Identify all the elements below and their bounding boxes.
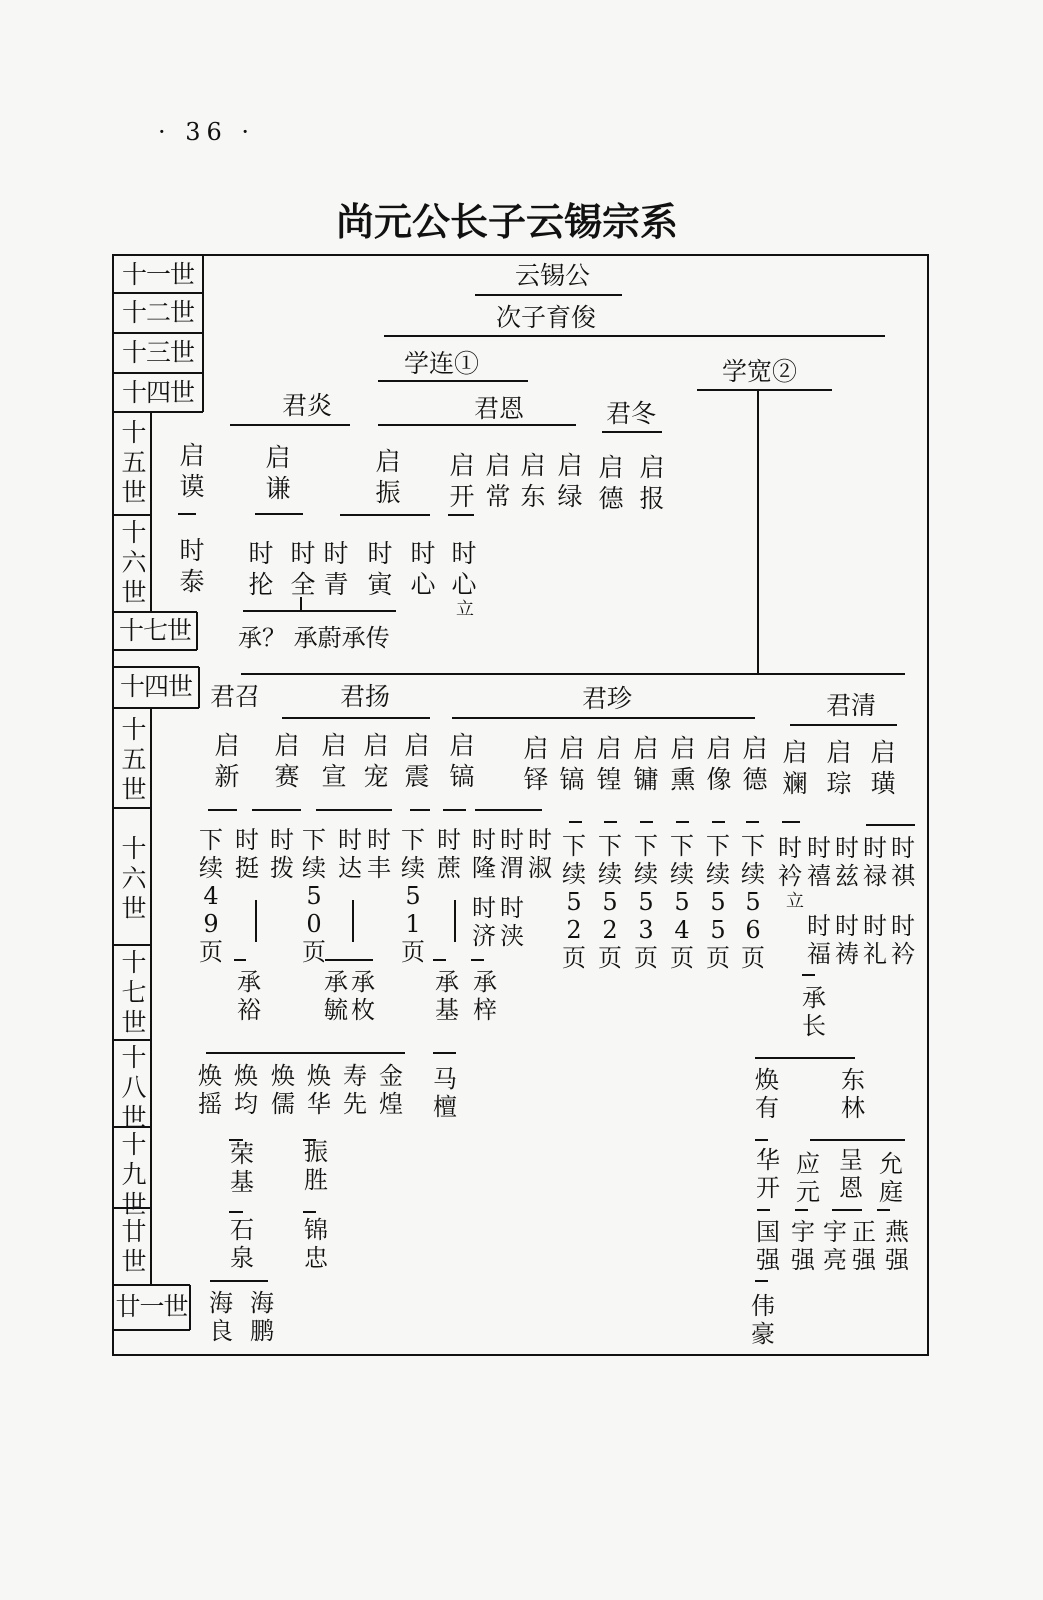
person-shiquan: 时全	[290, 539, 316, 599]
person-shiqi: 时祺	[891, 834, 915, 890]
cont-49: 下续49页	[199, 826, 223, 966]
person-haipeng: 海鹏	[250, 1289, 274, 1345]
person-zhensheng: 振胜	[304, 1138, 328, 1194]
person-shilu: 时禄	[863, 834, 887, 890]
person-junzhao: 君召	[210, 682, 261, 711]
person-yuqiang: 宇强	[791, 1218, 815, 1274]
person-yanqiang: 燕强	[885, 1218, 909, 1274]
person-shifeng: 时丰	[367, 826, 391, 882]
person-qide-2: 启德	[742, 734, 768, 794]
person-qibao: 启报	[639, 453, 665, 513]
person-qisai: 启赛	[274, 731, 300, 791]
gen-11: 十一世	[121, 260, 194, 289]
cont-51: 下续51页	[401, 826, 425, 966]
person-qikai: 启开	[449, 451, 475, 511]
gen17-line: 承？ 承蔚承传	[238, 624, 390, 652]
person-qihuang: 启锽	[596, 734, 622, 794]
person-qihuang-2: 启璜	[870, 738, 896, 798]
person-shouxian: 寿先	[343, 1062, 367, 1118]
person-junyang: 君扬	[340, 682, 391, 711]
gen-16-lower: 十六世	[121, 834, 147, 923]
person-shiqing: 时青	[323, 539, 349, 599]
cont-52a: 下续52页	[562, 832, 586, 972]
gen-14-lower: 十四世	[119, 672, 192, 701]
person-shiba: 时拨	[270, 826, 294, 882]
gen-13: 十三世	[121, 338, 194, 367]
person-qidong: 启东	[520, 451, 546, 511]
gen-12: 十二世	[121, 298, 194, 327]
person-shida: 时达	[338, 826, 362, 882]
person-shixin-2: 时心	[451, 539, 477, 599]
gen-15-lower: 十五世	[121, 715, 147, 804]
person-shiyin: 时寅	[367, 539, 393, 599]
li-mark-2: 立	[786, 891, 804, 912]
person-jinhuang: 金煌	[379, 1062, 403, 1118]
cont-54: 下续54页	[670, 832, 694, 972]
page-number: · 36 ·	[158, 118, 256, 146]
person-ciziyujun: 次子育俊	[496, 303, 597, 332]
person-chengyu: 承裕	[237, 968, 261, 1024]
gen-16: 十六世	[121, 518, 147, 607]
person-shijin: 时衿	[891, 912, 915, 968]
person-chengzi: 承梓	[473, 968, 497, 1024]
person-qichong: 启宠	[363, 731, 389, 791]
person-junqing: 君清	[826, 691, 877, 720]
person-qiyong: 启镛	[633, 734, 659, 794]
person-qiqian: 启谦	[265, 443, 291, 503]
cont-50: 下续50页	[302, 826, 326, 966]
gen-21: 廿一世	[115, 1292, 188, 1321]
person-qixiang: 启像	[706, 734, 732, 794]
person-donglin: 东林	[841, 1066, 865, 1122]
person-qigao: 启镐	[449, 731, 475, 791]
person-qixun: 启熏	[670, 734, 696, 794]
cont-56: 下续56页	[741, 832, 765, 972]
gen-15: 十五世	[121, 418, 147, 507]
person-shitai: 时泰	[179, 536, 205, 596]
person-rongji: 荣基	[230, 1140, 254, 1196]
gen-20: 廿世	[121, 1217, 147, 1276]
gen-18: 十八世	[121, 1043, 147, 1132]
person-shixin: 时心	[410, 539, 436, 599]
person-shifu: 时福	[807, 912, 831, 968]
person-chengen: 呈恩	[839, 1146, 863, 1202]
person-chengliu: 承毓	[324, 968, 348, 1024]
person-junyan: 君炎	[282, 391, 333, 420]
person-qixin: 启新	[214, 731, 240, 791]
person-qilu: 启绿	[557, 451, 583, 511]
cont-55: 下续55页	[706, 832, 730, 972]
person-shichou: 时祷	[835, 912, 859, 968]
person-shiwei: 时渭	[500, 826, 524, 882]
gen-17: 十七世	[118, 616, 191, 645]
gen-19: 十九世	[121, 1130, 147, 1219]
person-huanyou: 焕有	[755, 1066, 779, 1122]
person-shishu: 时淑	[528, 826, 552, 882]
person-yunting: 允庭	[879, 1150, 903, 1206]
person-zhengqiang: 正强	[852, 1218, 876, 1274]
person-shiji: 时济	[472, 894, 496, 950]
person-shilong: 时隆	[472, 826, 496, 882]
person-xuekuan: 学宽②	[722, 357, 798, 386]
person-weihao: 伟豪	[751, 1292, 775, 1348]
person-qilan: 启斓	[782, 738, 808, 798]
person-yuliang: 宇亮	[823, 1218, 847, 1274]
person-qichang: 启常	[485, 451, 511, 511]
person-qiduo: 启铎	[523, 734, 549, 794]
person-qimo: 启谟	[179, 441, 205, 501]
person-huanhua: 焕华	[307, 1062, 331, 1118]
person-mashan: 马檀	[433, 1065, 457, 1121]
page-title: 尚元公长子云锡宗系	[336, 200, 679, 244]
person-hailiang: 海良	[209, 1289, 233, 1345]
person-shiquan-2: 石泉	[230, 1216, 254, 1272]
person-jundong: 君冬	[606, 399, 657, 428]
person-shiting: 时挺	[235, 826, 259, 882]
person-shijia: 时浃	[500, 894, 524, 950]
person-qizhen: 启振	[375, 447, 401, 507]
person-yingyuan: 应元	[796, 1150, 820, 1206]
person-junen: 君恩	[474, 394, 525, 423]
person-huanru: 焕儒	[271, 1062, 295, 1118]
person-qicong: 启琮	[826, 738, 852, 798]
li-mark: 立	[456, 599, 474, 620]
person-qixuan: 启宣	[321, 731, 347, 791]
person-huanjun: 焕均	[234, 1062, 258, 1118]
person-qigao-2: 启镐	[559, 734, 585, 794]
person-shili: 时礼	[863, 912, 887, 968]
person-junzhen: 君珍	[582, 684, 633, 713]
person-chengmei: 承枚	[351, 968, 375, 1024]
person-shizi: 时兹	[835, 834, 859, 890]
cont-53: 下续53页	[634, 832, 658, 972]
person-jinzhong: 锦忠	[304, 1216, 328, 1272]
person-chengji: 承基	[435, 968, 459, 1024]
person-shizhe: 时蔗	[437, 826, 461, 882]
gen-17-lower: 十七世	[121, 948, 147, 1037]
person-qizhen-2: 启震	[404, 731, 430, 791]
person-xuelian: 学连①	[404, 349, 480, 378]
person-shiling: 时衿	[778, 834, 802, 890]
gen-14: 十四世	[121, 378, 194, 407]
person-chengchang: 承长	[802, 984, 826, 1040]
person-shilun: 时抡	[248, 539, 274, 599]
person-yunxi: 云锡公	[515, 261, 591, 290]
person-guoqiang: 国强	[756, 1218, 780, 1274]
cont-52b: 下续52页	[598, 832, 622, 972]
person-shixi: 时禧	[807, 834, 831, 890]
person-huakai: 华开	[756, 1146, 780, 1202]
person-qide: 启德	[598, 453, 624, 513]
person-huanyao: 焕摇	[198, 1062, 222, 1118]
